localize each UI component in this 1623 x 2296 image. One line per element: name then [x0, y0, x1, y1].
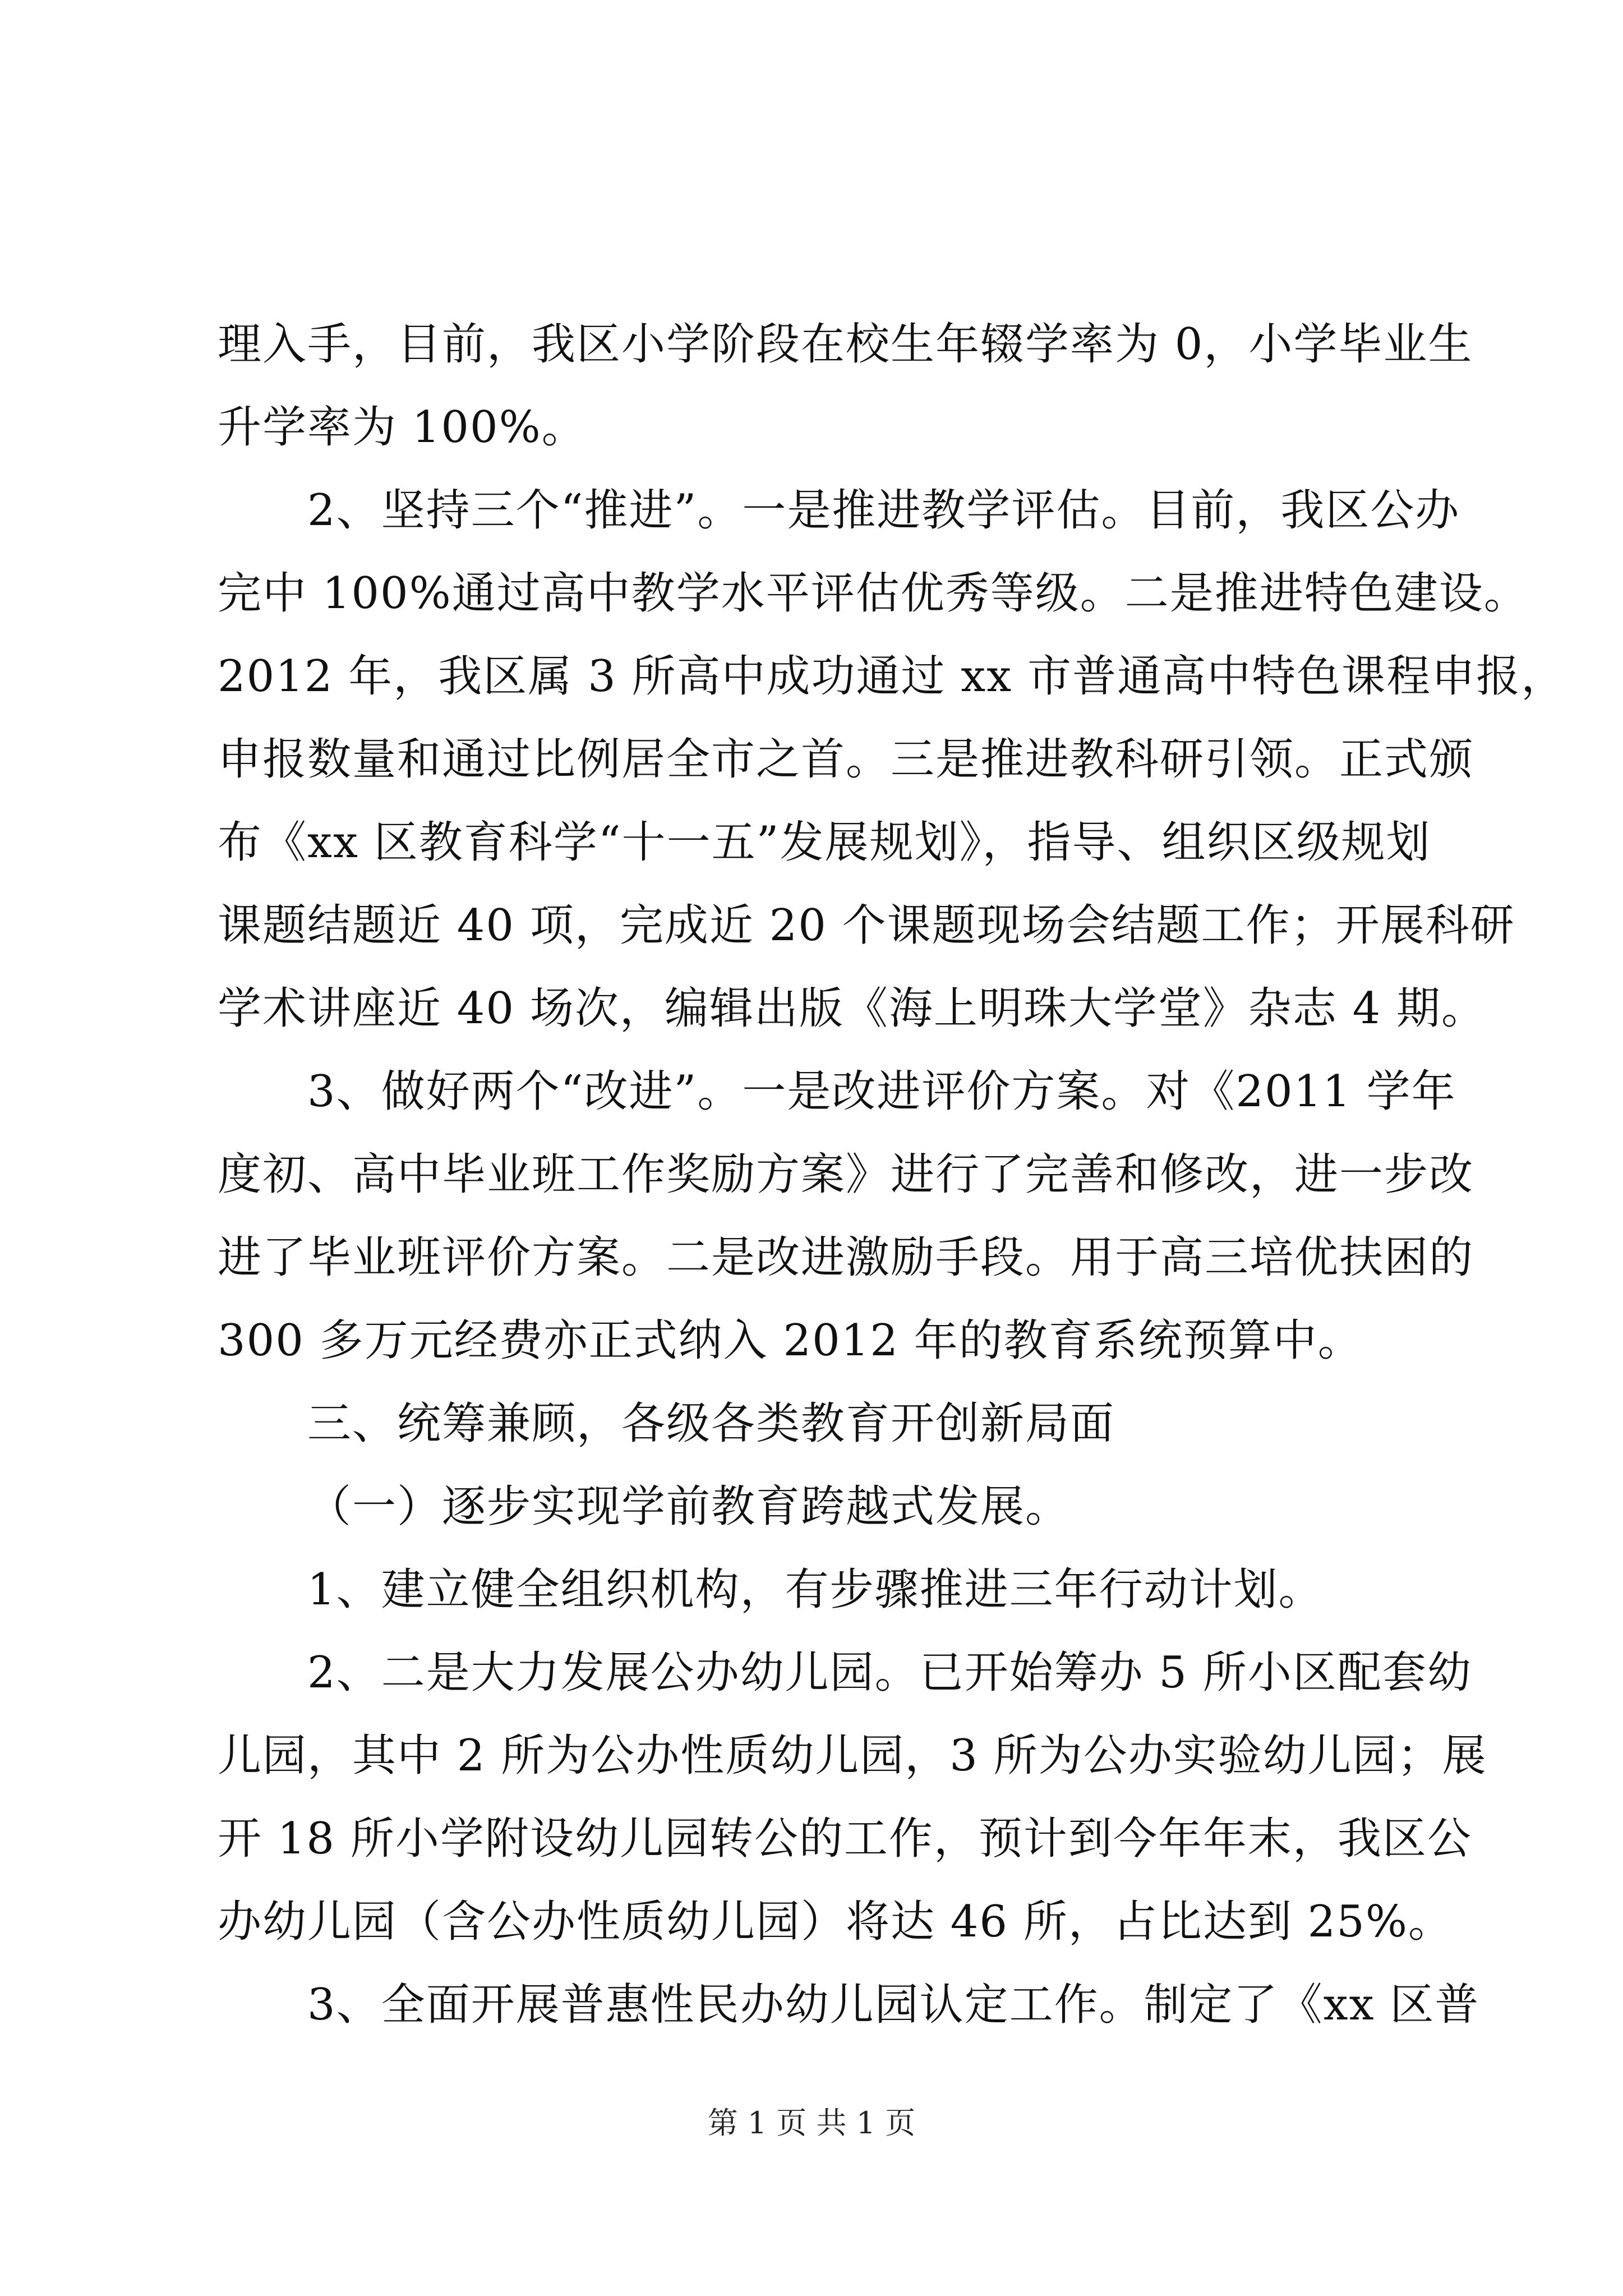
text-line: 进了毕业班评价方案。二是改进激励手段。用于高三培优扶困的 [218, 1232, 1474, 1283]
page-footer: 第 1 页 共 1 页 [707, 2105, 916, 2141]
text-line: 学术讲座近 40 场次，编辑出版《海上明珠大学堂》杂志 4 期。 [218, 983, 1487, 1034]
text-line: 3、做好两个“改进”。一是改进评价方案。对《2011 学年 [307, 1066, 1456, 1117]
text-line: 升学率为 100%。 [218, 402, 587, 453]
text-line: 2、二是大力发展公办幼儿园。已开始筹办 5 所小区配套幼 [307, 1648, 1472, 1698]
text-line: 儿园，其中 2 所为公办性质幼儿园，3 所为公办实验幼儿园；展 [218, 1731, 1487, 1781]
text-line: 完中 100%通过高中教学水平评估优秀等级。二是推进特色建设。 [218, 568, 1529, 619]
text-line: 课题结题近 40 项，完成近 20 个课题现场会结题工作；开展科研 [218, 900, 1515, 951]
text-line: 布《xx 区教育科学“十一五”发展规划》，指导、组织区级规划 [218, 817, 1431, 868]
text-line: 3、全面开展普惠性民办幼儿园认定工作。制定了《xx 区普 [307, 1980, 1480, 2030]
text-line: 理入手，目前，我区小学阶段在校生年辍学率为 0，小学毕业生 [218, 319, 1473, 370]
text-line: 度初、高中毕业班工作奖励方案》进行了完善和修改，进一步改 [218, 1149, 1474, 1200]
text-line: 办幼儿园（含公办性质幼儿园）将达 46 所，占比达到 25%。 [218, 1897, 1454, 1947]
text-line: 申报数量和通过比例居全市之首。三是推进教科研引领。正式颁 [218, 734, 1474, 785]
text-line: 2、坚持三个“推进”。一是推进教学评估。目前，我区公办 [307, 485, 1460, 536]
subsection-heading: （一）逐步实现学前教育跨越式发展。 [307, 1481, 1071, 1532]
document-body [218, 303, 1566, 2046]
text-line: 2012 年，我区属 3 所高中成功通过 xx 市普通高中特色课程申报， [218, 651, 1566, 702]
text-line: 300 多万元经费亦正式纳入 2012 年的教育系统预算中。 [218, 1315, 1363, 1366]
text-line: 开 18 所小学附设幼儿园转公的工作，预计到今年年末，我区公 [218, 1814, 1472, 1864]
section-heading: 三、统筹兼顾，各级各类教育开创新局面 [307, 1398, 1115, 1449]
text-line: 1、建立健全组织机构，有步骤推进三年行动计划。 [307, 1565, 1324, 1615]
